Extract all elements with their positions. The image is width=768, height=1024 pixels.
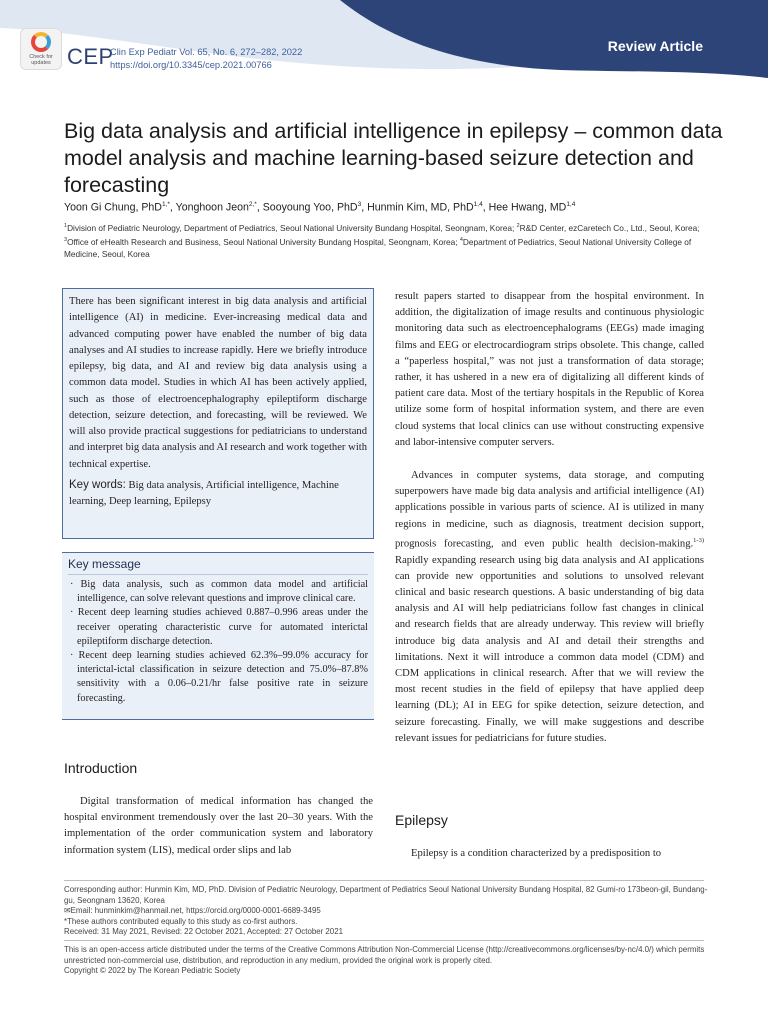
author-name: Hee Hwang, MD [488,201,567,214]
keywords [69,477,367,511]
author-name: Sooyoung Yoo, PhD [262,201,358,214]
author-name: Yoon Gi Chung, PhD [64,201,162,214]
affiliations [64,220,710,260]
doi-link[interactable]: https://doi.org/10.3345/cep.2021.00766 [110,59,272,70]
crossmark-label: Check for updates [29,54,53,66]
keywords-list: Big data analysis, Artificial intelligence, Machine learning, Deep learning, Epilepsy [69,479,339,507]
affil-sup: 3 [64,237,68,244]
author-list: Yoon Gi Chung, PhD$^{1,*}$, Yonghoon Jeon$^{2,*}$, Sooyoung Yoo, PhD$^3$, Hunmin Kim, MD, PhD$^{1,4}$, Hee Hwang, MD$^{1,4}$ [64,201,576,214]
key-message-item: · Big data analysis, such as common data model and artificial intelligence, can solve relevant questions and improve clinical care. [70,579,368,605]
epilepsy-paragraph: Epilepsy is a condition characterized by a predisposition to [411,848,662,859]
keywords-label: Key words: [69,478,126,491]
author-sup: 2,* [248,201,257,208]
body-text-span: Advances in computer systems, data storage, and computing superpowers have made big data analysis and artificial intelligence (AI) applications possible in various parts of science. AI is utilized in many regions in medicine, such as diagnosis, treatment decision support, prognosis forecasting, and even public health decision-making. [395,470,704,550]
author-sup: 1,4 [473,201,483,208]
article-dates: Received: 31 May 2021, Revised: 22 October 2021, Accepted: 27 October 2021 [64,927,343,936]
key-message-box [62,552,374,720]
introduction-heading: Introduction [64,760,138,776]
article-type-label: Review Article [607,38,703,54]
body-paragraph [395,468,704,747]
key-message-item: · Recent deep learning studies achieved 0.887–0.996 areas under the receiver operating characteristic curve for automated interictal epileptiform discharge detection. [70,607,368,647]
crossmark-icon [31,32,51,52]
abstract-text: There has been significant interest in big data analysis and artificial intelligence (AI) in medicine. Ever-increasing medical data and advanced computing power have enabled the number of big data analyses and AI studies to increase rapidly. Here we briefly introduce epilepsy, big data, and AI and review big data analysis using a common data model. Studies in which AI has been actively applied, such as those of electroencephalography epileptiform discharge detection, seizure detection, and forecasting, will be reviewed. We will also provide practical suggestions for pediatricians to understand and interpret big data analysis and AI research and work together with technical expertise. [69,296,367,470]
affiliation: R&D Center, ezCaretech Co., Ltd., Seoul, Korea; [519,222,700,233]
equal-contribution-note: *These authors contributed equally to this study as co-first authors. [64,916,298,926]
epilepsy-heading: Epilepsy [395,812,448,828]
introduction-paragraph: Digital transformation of medical information has changed the hospital environment tremendously over the last 20–30 years. With the implementation of the order communication system and laboratory information system (LIS), medical order slips and lab [64,796,373,856]
author-name: Yonghoon Jeon [175,201,249,214]
footer-divider [64,940,704,941]
affiliation: Division of Pediatric Neurology, Department of Pediatrics, Seoul National University Bundang Hospital, Seongnam, Korea; [67,222,517,233]
body-paragraph: result papers started to disappear from the hospital environment. In addition, the digitalization of image results and continuous physiologic monitoring data such as electroencephalograms (EEGs) made imaging films and EEG or electrocardiogram strips obsolete. This change, called a “paperless hospital,” was not just a transformation of data storage; rather, it has ushered in a new era of digitalizing all different kinds of patient care data. Most of the tertiary hospitals in the Republic of Korea utilize some form of hospital information system, and there are even cloud systems that local clinics can use without constructing expensive and labor-intensive computer servers. [395,291,704,448]
affiliation: Department of Pediatrics, Seoul National University College of Medicine, Seoul, Korea [64,236,692,260]
reference-sup: 1-3) [693,536,704,544]
affil-sup: 4 [459,237,463,244]
key-message-title: Key message [68,557,368,575]
footer-divider [64,880,704,881]
body-text-span: Rapidly expanding research using big data analysis and AI applications can provide new opportunities and solutions to unsolved relevant clinical and basic research questions. A basic understanding of big data analysis and AI will help pediatricians follow fast changes in clinical and research fields that are already underway. This review will briefly introduce big data analysis and AI and detail their strengths and limitations. Next it will introduce a common data model (CDM) and CDM applications in clinical research. After that we will review the most recent studies in the field of epilepsy that have applied deep learning (DL); AI in EEG for spike detection, seizure detection, and seizure forecasting. Finally, we will make suggestions and describe relevant issues for pediatricians for future studies. [395,554,704,744]
journal-logo: CEP [67,44,114,69]
affil-sup: 1 [64,223,68,229]
footnotes [64,885,710,938]
license-block [64,945,710,977]
article-title: Big data analysis and artificial intelligence in epilepsy – common data model analysis and machine learning-based seizure detection and forecasting [64,119,723,197]
key-message-item: · Recent deep learning studies achieved 62.3%–99.0% accuracy for interictal-ictal classification in seizure detection and 75.0%–87.8% sensitivity with a 0.06–0.21/hr false positive rate in seizure forecasting. [70,650,368,704]
author-sup: 1,4 [566,201,576,208]
corresponding-author: Corresponding author: Hunmin Kim, MD, PhD. Division of Pediatric Neurology, Department of Pediatrics Seoul National University Bundang Hospital, 82 Gumi-ro 173beon-gil, Bundang-gu, Seongnam 13620, Korea [64,885,708,905]
affil-sup: 2 [516,223,520,229]
citation-line: Clin Exp Pediatr Vol. 65, No. 6, 272–282, 2022 [110,47,303,57]
affiliation: Office of eHealth Research and Business, Seoul National University Bundang Hospital, Seongnam, Korea; [67,236,460,247]
email-line[interactable]: ✉Email: hunminkim@hanmail.net, https://orcid.org/0000-0001-6689-3495 [64,906,321,915]
author-name: Hunmin Kim, MD, PhD [367,201,474,214]
license-text: This is an open-access article distributed under the terms of the Creative Commons Attribution Non-Commercial License (http://creativecommons.org/licenses/by-nc/4.0/) which permits unrestricted non-commercial use, distribution, and reproduction in any medium, provided the original work is properly cited. [64,945,705,965]
journal-citation [110,46,302,71]
check-for-updates-badge[interactable] [20,28,62,70]
abstract-box [62,288,374,539]
author-sup: 3 [357,201,362,208]
copyright-text: Copyright © 2022 by The Korean Pediatric Society [64,966,241,975]
author-sup: 1,* [161,201,170,208]
